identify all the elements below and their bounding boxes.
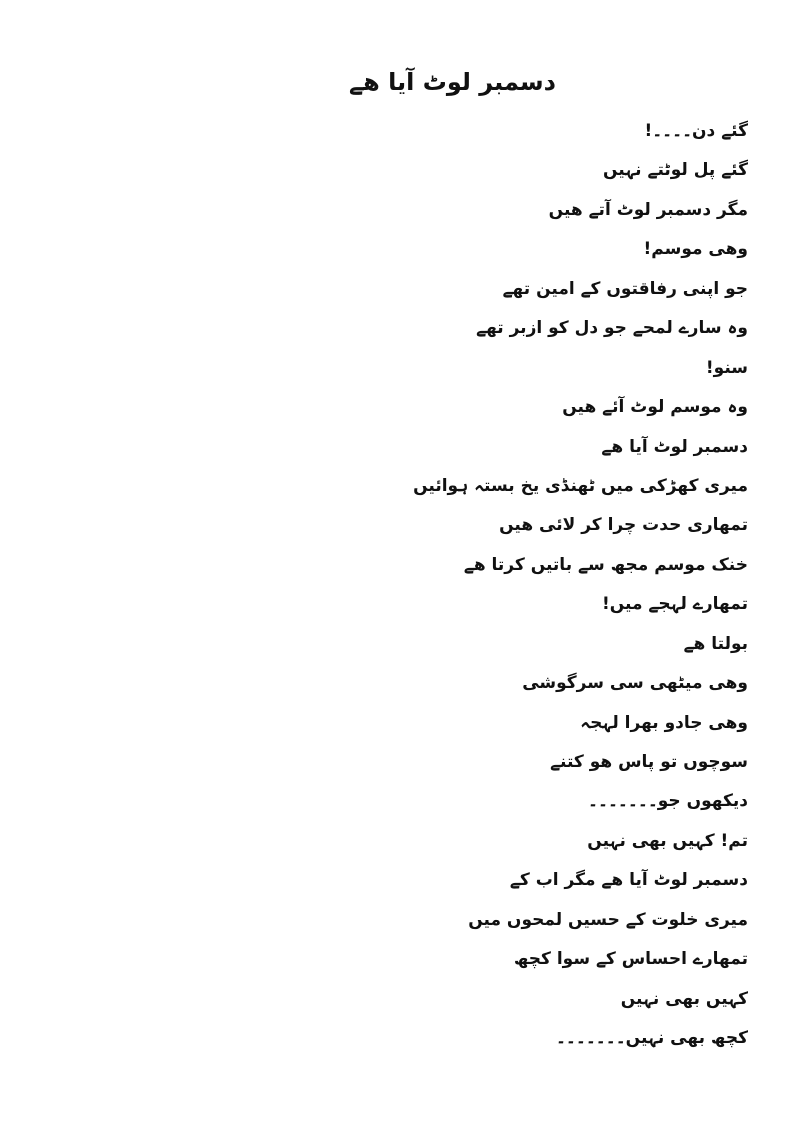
poem-line: جو اپنی رفاقتوں کے امین تھے bbox=[502, 278, 748, 299]
poem-line: میری خلوت کے حسیں لمحوں میں bbox=[468, 909, 748, 930]
poem-line: دسمبر لوٹ آیا ھے bbox=[601, 436, 748, 457]
poem-line: خنک موسم مجھ سے باتیں کرتا ھے bbox=[463, 554, 748, 575]
poem-title: دسمبر لوٹ آیا ھے bbox=[349, 68, 556, 96]
poem-line: وھی میٹھی سی سرگوشی bbox=[522, 673, 748, 694]
poem-line: وھی جادو بھرا لہجہ bbox=[580, 712, 748, 733]
poem-line: میری کھڑکی میں ٹھنڈی یخ بستہ ہوائیں bbox=[413, 475, 748, 496]
poem-line: سنو! bbox=[705, 357, 748, 378]
poem-line: گئے پل لوٹتے نہیں bbox=[602, 160, 748, 181]
poem-line: بولتا ھے bbox=[683, 633, 748, 654]
poem-line: دیکھوں جو۔۔۔۔۔۔۔ bbox=[588, 791, 748, 812]
poem-line: دسمبر لوٹ آیا ھے مگر اب کے bbox=[509, 870, 748, 891]
poem-line: وہ موسم لوٹ آئے ھیں bbox=[562, 397, 748, 418]
poem-line: تمھارے لہجے میں! bbox=[601, 594, 748, 615]
poem-body bbox=[188, 112, 748, 1059]
poem-line: مگر دسمبر لوٹ آتے ھیں bbox=[548, 199, 748, 220]
poem-line: سوچوں تو پاس ھو کتنے bbox=[550, 752, 748, 772]
poem-line: تم! کہیں بھی نہیں bbox=[587, 830, 748, 851]
poem-line: وھی موسم! bbox=[643, 239, 748, 260]
poem-line: کچھ بھی نہیں۔۔۔۔۔۔۔ bbox=[555, 1028, 748, 1049]
poem-line: وہ سارے لمحے جو دل کو ازبر تھے bbox=[476, 318, 748, 339]
poem-line: کہیں بھی نہیں bbox=[620, 988, 748, 1009]
poem-line: تمھاری حدت چرا کر لائی ھیں bbox=[499, 515, 748, 536]
poem-line: گئے دن۔۔۔۔! bbox=[644, 121, 748, 141]
poem-line: تمھارے احساس کے سوا کچھ bbox=[513, 949, 748, 970]
